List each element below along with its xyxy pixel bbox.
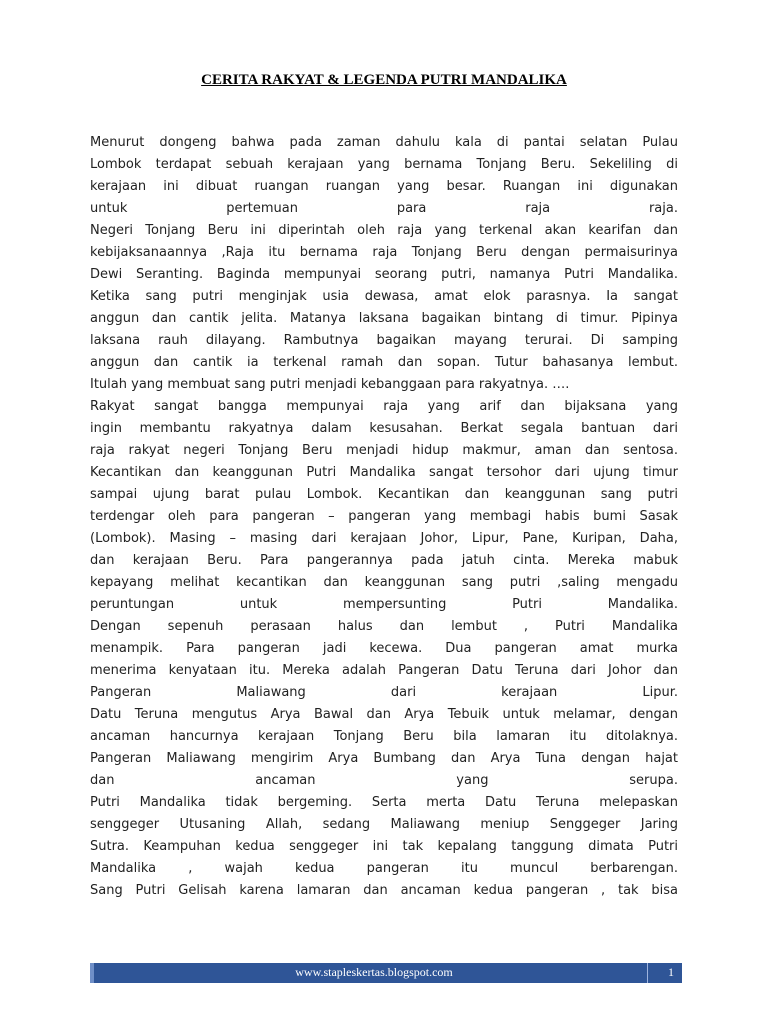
body-text-line: Putri Mandalika tidak bergeming. Serta merta Datu Teruna melepaskan — [90, 795, 678, 810]
body-text-line: peruntungan untuk mempersunting Putri Mandalika. — [90, 597, 678, 612]
document-title: CERITA RAKYAT & LEGENDA PUTRI MANDALIKA — [201, 72, 567, 88]
body-text-line: Menurut dongeng bahwa pada zaman dahulu kala di pantai selatan Pulau — [90, 135, 678, 150]
body-text-line: senggeger Utusaning Allah, sedang Maliawang meniup Senggeger Jaring — [90, 817, 678, 832]
body-text-line: menerima kenyataan itu. Mereka adalah Pangeran Datu Teruna dari Johor dan — [90, 663, 678, 678]
body-text-line: (Lombok). Masing – masing dari kerajaan Johor, Lipur, Pane, Kuripan, Daha, — [90, 531, 678, 546]
body-text-line: kerajaan ini dibuat ruangan ruangan yang besar. Ruangan ini digunakan — [90, 179, 678, 194]
body-text-line: Dengan sepenuh perasaan halus dan lembut , Putri Mandalika — [90, 619, 678, 634]
body-text-line: Sang Putri Gelisah karena lamaran dan ancaman kedua pangeran , tak bisa — [90, 883, 678, 898]
body-text-line: ancaman hancurnya kerajaan Tonjang Beru bila lamaran itu ditolaknya. — [90, 729, 678, 744]
body-text-line: dan ancaman yang serupa. — [90, 773, 678, 788]
body-text-line: Kecantikan dan keanggunan Putri Mandalika sangat tersohor dari ujung timur — [90, 465, 678, 480]
body-text-line: anggun dan cantik jelita. Matanya laksana bagaikan bintang di timur. Pipinya — [90, 311, 678, 326]
body-text-line: Dewi Seranting. Baginda mempunyai seorang putri, namanya Putri Mandalika. — [90, 267, 678, 282]
page-footer — [90, 963, 682, 983]
body-text-line: raja rakyat negeri Tonjang Beru menjadi hidup makmur, aman dan sentosa. — [90, 443, 678, 458]
body-text-line: Datu Teruna mengutus Arya Bawal dan Arya Tebuik untuk melamar, dengan — [90, 707, 678, 722]
footer-divider — [647, 963, 648, 983]
body-text-line: Ketika sang putri menginjak usia dewasa, amat elok parasnya. Ia sangat — [90, 289, 678, 304]
body-text-line: ingin membantu rakyatnya dalam kesusahan. Berkat segala bantuan dari — [90, 421, 678, 436]
body-text-line: untuk pertemuan para raja raja. — [90, 201, 678, 216]
body-text-line: kebijaksanaannya ,Raja itu bernama raja Tonjang Beru dengan permaisurinya — [90, 245, 678, 260]
body-text-line: Pangeran Maliawang mengirim Arya Bumbang dan Arya Tuna dengan hajat — [90, 751, 678, 766]
body-text-line: anggun dan cantik ia terkenal ramah dan sopan. Tutur bahasanya lembut. — [90, 355, 678, 370]
body-text-line: Pangeran Maliawang dari kerajaan Lipur. — [90, 685, 678, 700]
body-text-line: Rakyat sangat bangga mempunyai raja yang arif dan bijaksana yang — [90, 399, 678, 414]
body-text-line: dan kerajaan Beru. Para pangerannya pada jatuh cinta. Mereka mabuk — [90, 553, 678, 568]
body-text-line: Lombok terdapat sebuah kerajaan yang bernama Tonjang Beru. Sekeliling di — [90, 157, 678, 172]
body-text-line: kepayang melihat kecantikan dan keanggunan sang putri ,saling mengadu — [90, 575, 678, 590]
body-text-line: Negeri Tonjang Beru ini diperintah oleh raja yang terkenal akan kearifan dan — [90, 223, 678, 238]
body-text-line: terdengar oleh para pangeran – pangeran yang membagi habis bumi Sasak — [90, 509, 678, 524]
body-text-line: menampik. Para pangeran jadi kecewa. Dua pangeran amat murka — [90, 641, 678, 656]
document-body — [90, 132, 678, 902]
body-text-line: Itulah yang membuat sang putri menjadi kebanggaan para rakyatnya. …. — [90, 377, 570, 392]
footer-url[interactable]: www.stapleskertas.blogspot.com — [295, 965, 453, 979]
page-number: 1 — [668, 965, 674, 979]
body-text-line: sampai ujung barat pulau Lombok. Kecantikan dan keanggunan sang putri — [90, 487, 678, 502]
body-text-line: laksana rauh dilayang. Rambutnya bagaikan mayang terurai. Di samping — [90, 333, 678, 348]
body-text-line: Mandalika , wajah kedua pangeran itu muncul berbarengan. — [90, 861, 678, 876]
body-text-line: Sutra. Keampuhan kedua senggeger ini tak kepalang tanggung dimata Putri — [90, 839, 678, 854]
